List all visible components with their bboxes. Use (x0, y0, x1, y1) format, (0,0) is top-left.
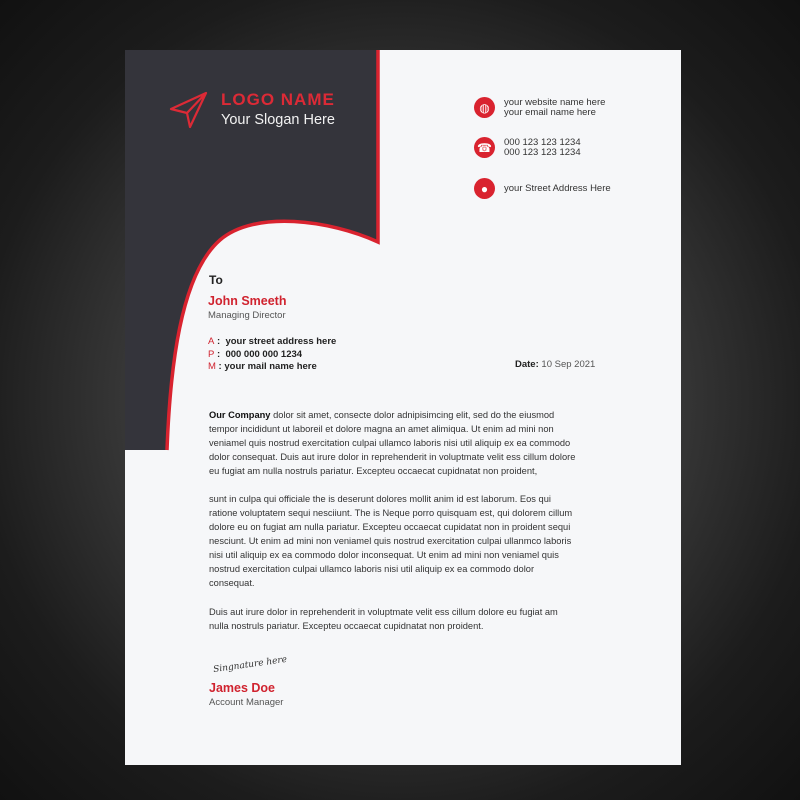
recipient-phone: P : 000 000 000 1234 (208, 349, 303, 360)
phone-2: 000 123 123 1234 (504, 146, 581, 158)
phone-icon: ☎ (474, 137, 495, 158)
contact-phone (474, 137, 581, 158)
contact-web (474, 97, 605, 118)
body-paragraph-3: Duis aut irure dolor in reprehenderit in voluptmate velit ess cillum dolore eu fugiat am nulla nostruls pariatur. Excepteu occaecat cupidnatat non proident. (209, 607, 558, 631)
logo-slogan: Your Slogan Here (221, 112, 335, 128)
letterhead-page (125, 50, 681, 765)
email-link[interactable]: your email name here (504, 106, 596, 118)
phone-1: 000 123 123 1234 (504, 136, 581, 148)
paper-plane-logo-icon (169, 91, 209, 129)
to-label: To (209, 273, 223, 287)
body-paragraph-1: Our Company dolor sit amet, consecte dolor adnipisimcing elit, sed do the eiusmod tempor incididunt ut laboreil et dolore magna an amet alimiqua. Ut enim ad mini non veniamel quis nostrud exercitation culpai ullamco laboris nisi util aliquip ex ea commodo dolor consequat. Duis aut irure dolor in reprehenderit in voluptmate velit ess cillum dolore eu fugiat am nulla nostruls pariatur. Excepteu occaecat cupidnatat non proident, (209, 410, 576, 476)
contact-address (474, 178, 611, 199)
recipient-mail: M : your mail name here (208, 361, 317, 372)
recipient-name: John Smeeth (208, 294, 287, 308)
recipient-address: A : your street address here (208, 336, 337, 347)
signature: Singnature here (212, 654, 288, 676)
website-link[interactable]: your website name here (504, 96, 606, 108)
body-paragraph-2: sunt in culpa qui officiale the is deserunt dolores mollit anim id est laborum. Eos qui ratione voluptatem sequi nesciiunt. The is Neque porro quisquam est, qui dolorem cillum dolore eu on fugiat am nulla pariatur. Excepteu occaecat cupidatat non in proident sequi nesciunt. Ut enim ad mini non veniamel quis nostrud exercitation culpai ullanmco laboris nisi util aliquip ex ea commodo dolor inconsequat. Ut enim ad mini non veniamel quis nostrud exercitation culpai ullamco laboris nisi util aliquip ex ea commodo dolor consequat. (209, 494, 573, 588)
globe-icon: ◍ (474, 97, 495, 118)
letter-date: Date: 10 Sep 2021 (515, 359, 596, 370)
street-address: your Street Address Here (504, 182, 611, 194)
logo-name: LOGO NAME (221, 90, 335, 109)
location-pin-icon: ● (474, 178, 495, 199)
signer-title: Account Manager (209, 697, 284, 708)
recipient-title: Managing Director (208, 310, 286, 321)
signer-name: James Doe (209, 681, 276, 695)
